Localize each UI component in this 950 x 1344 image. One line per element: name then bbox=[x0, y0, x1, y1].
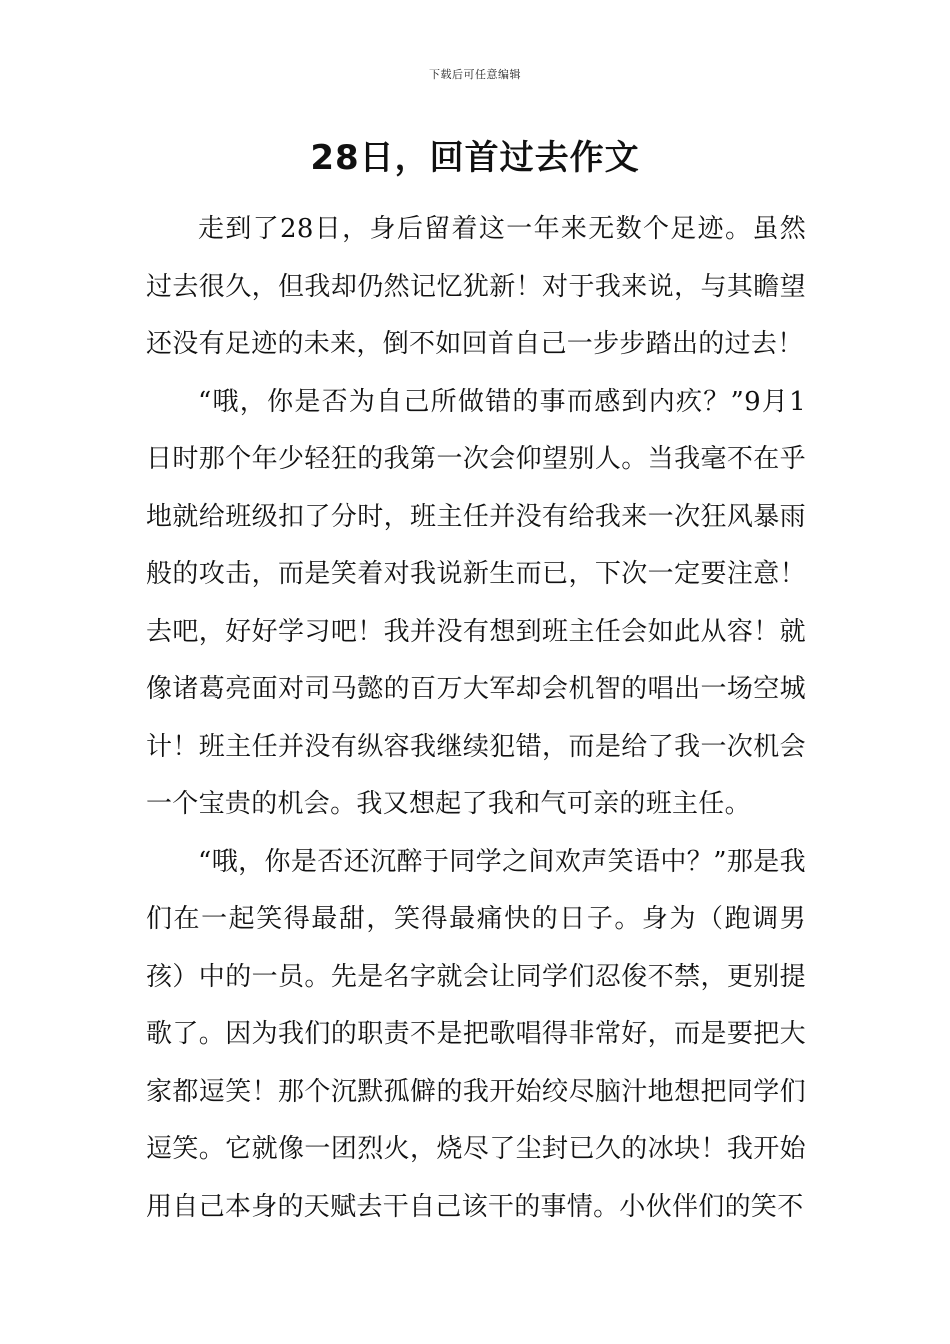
article-body bbox=[146, 201, 806, 1236]
paragraph: 走到了28日，身后留着这一年来无数个足迹。虽然过去很久，但我却仍然记忆犹新！对于我来说，与其瞻望还没有足迹的未来，倒不如回首自己一步步踏出的过去！ bbox=[146, 214, 806, 359]
page-title: 28日，回首过去作文 bbox=[310, 138, 640, 178]
paragraph: “哦，你是否还沉醉于同学之间欢声笑语中？”那是我们在一起笑得最甜，笑得最痛快的日子。身为（跑调男孩）中的一员。先是名字就会让同学们忍俊不禁，更别提歌了。因为我们的职责不是把歌唱得非常好，而是要把大家都逗笑！那个沉默孤僻的我开始绞尽脑汁地想把同学们逗笑。它就像一团烈火，烧尽了尘封已久的冰块！我开始用自己本身的天赋去干自己该干的事情。小伙伴们的笑不 bbox=[146, 846, 806, 1222]
header-note: 下载后可任意编辑 bbox=[429, 68, 521, 81]
paragraph: “哦，你是否为自己所做错的事而感到内疚？”9月1日时那个年少轻狂的我第一次会仰望别人。当我毫不在乎地就给班级扣了分时，班主任并没有给我来一次狂风暴雨般的攻击，而是笑着对我说新生而已，下次一定要注意！去吧，好好学习吧！我并没有想到班主任会如此从容！就像诸葛亮面对司马懿的百万大军却会机智的唱出一场空城计！班主任并没有纵容我继续犯错，而是给了我一次机会一个宝贵的机会。我又想起了我和气可亲的班主任。 bbox=[146, 386, 806, 819]
